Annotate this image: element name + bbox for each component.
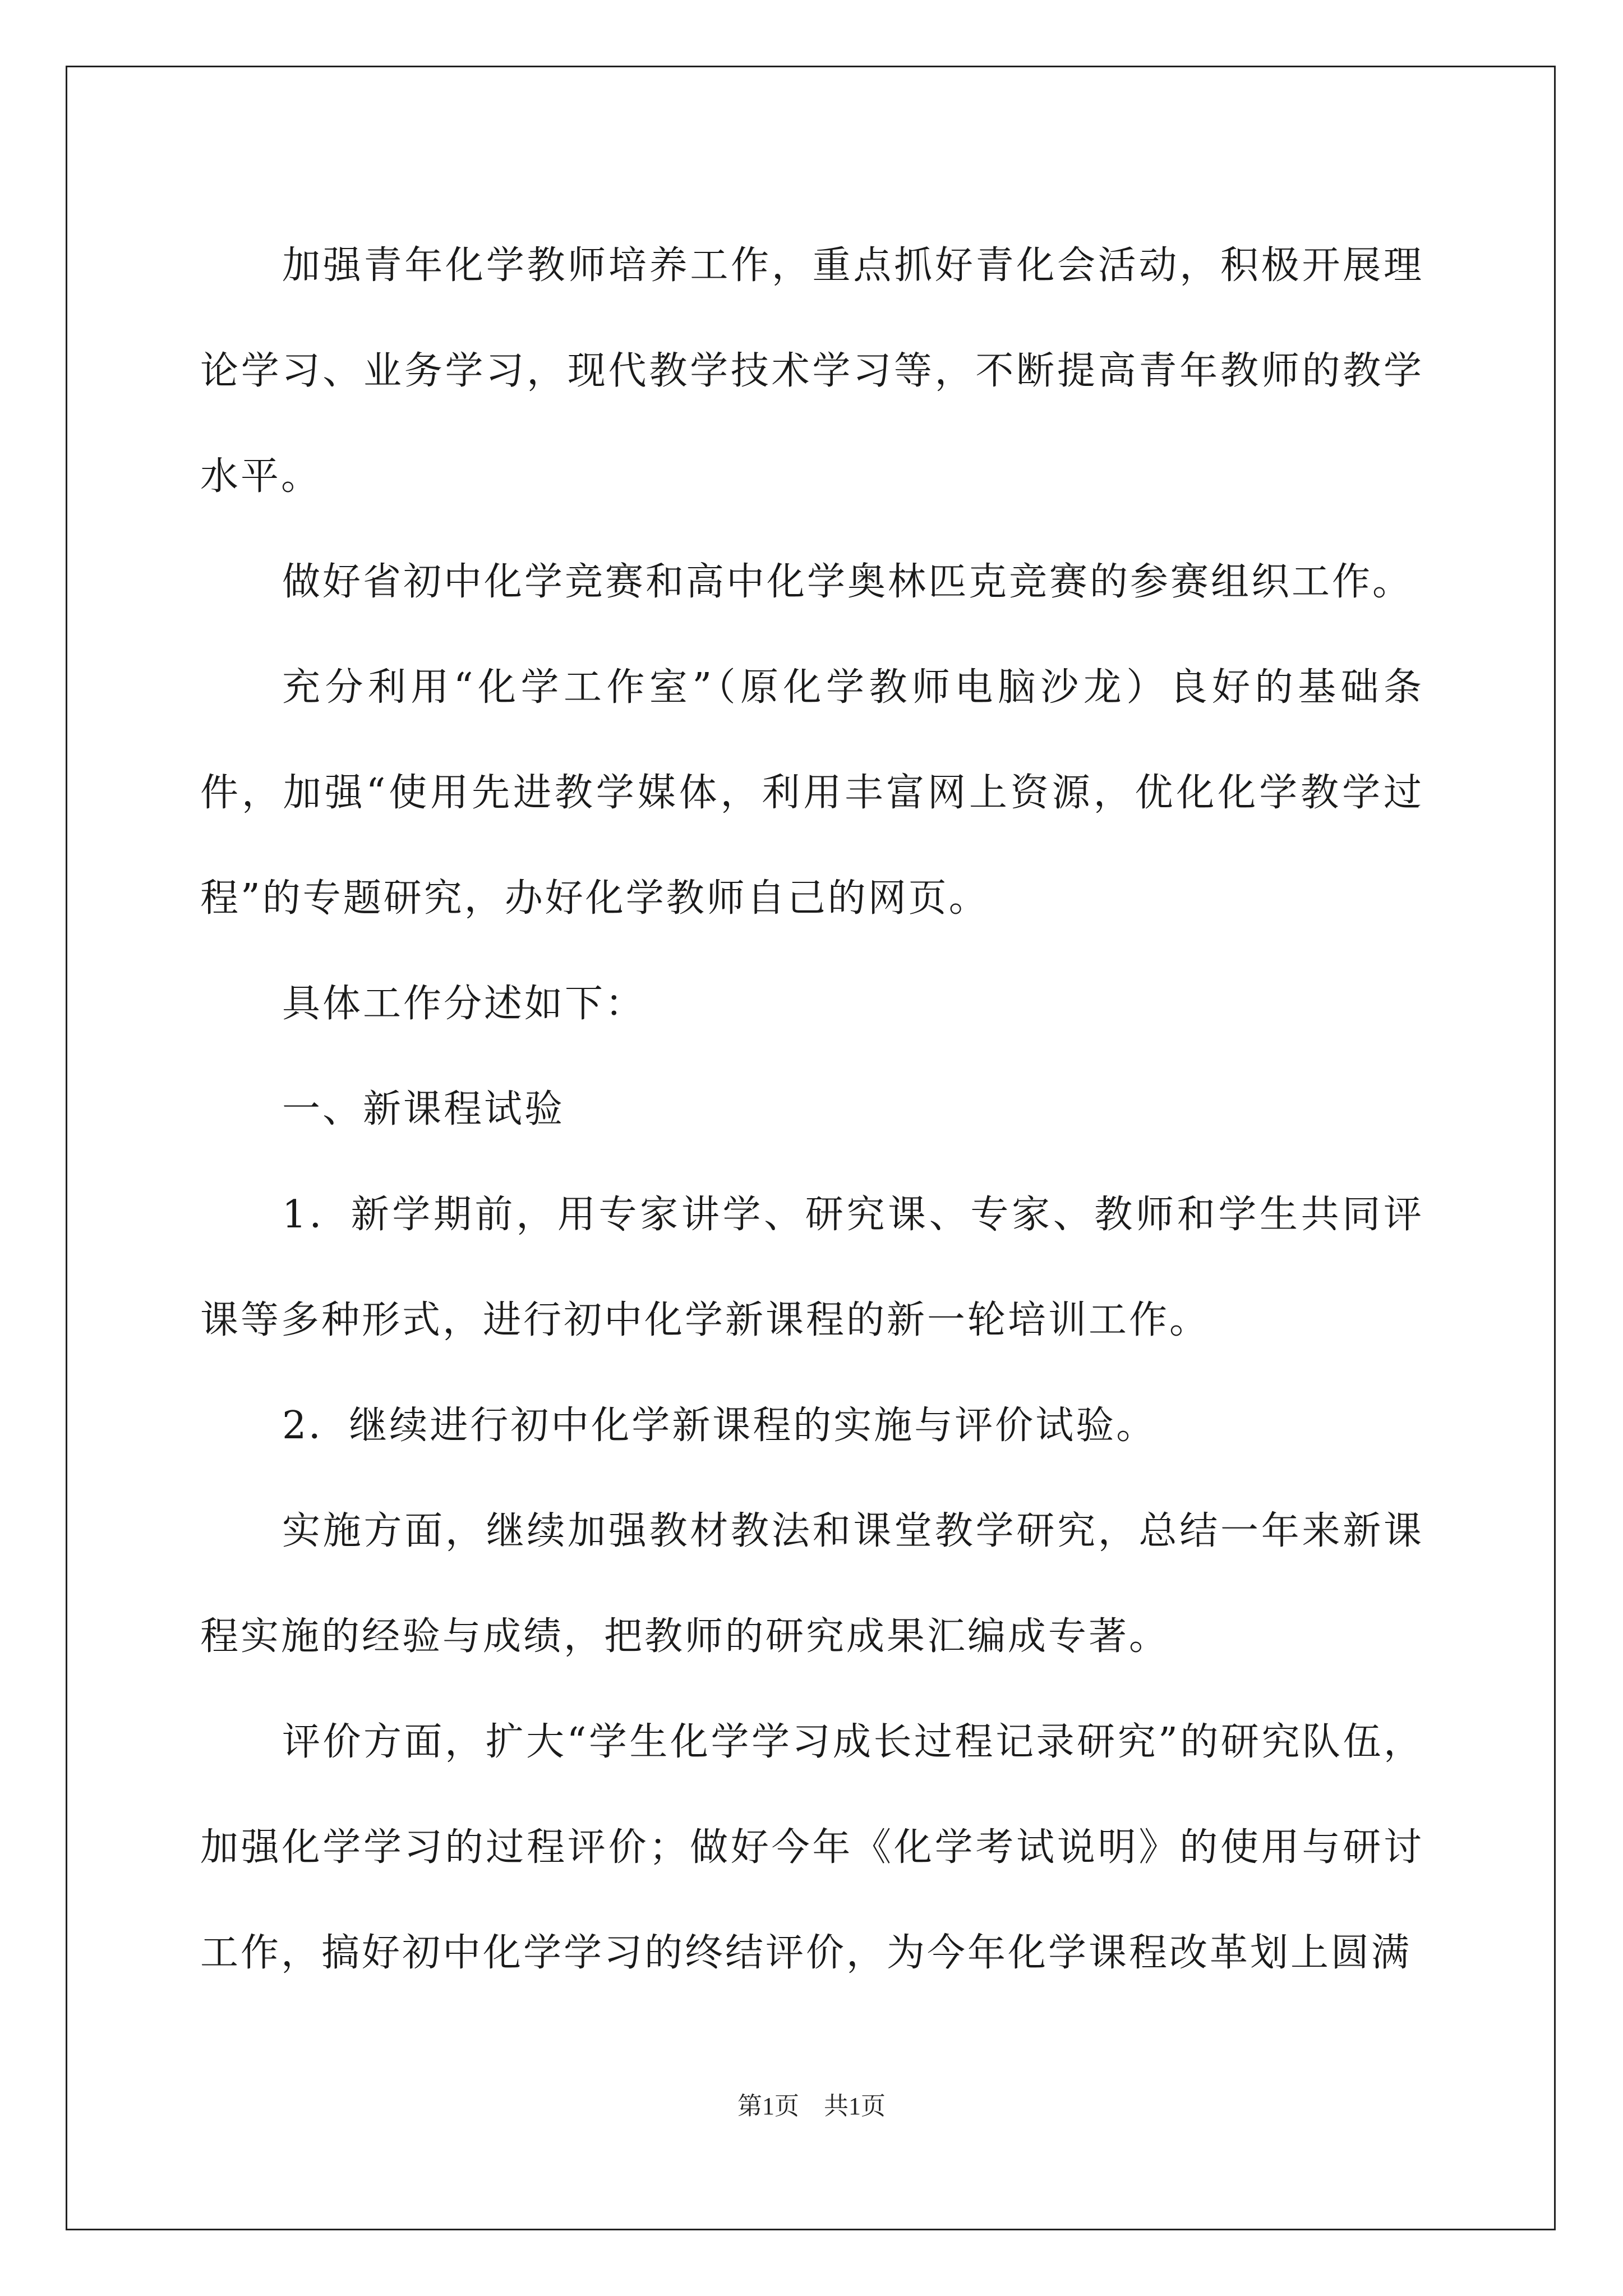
- paragraph: 2．继续进行初中化学新课程的实施与评价试验。: [282, 1404, 1157, 1448]
- paragraph: 1．新学期前，用专家讲学、研究课、专家、教师和学生共同评课等多种形式，进行初中化学新课程的新一轮培训工作。: [200, 1193, 1424, 1342]
- paragraph: 做好省初中化学竞赛和高中化学奥林匹克竞赛的参赛组织工作。: [282, 560, 1413, 604]
- paragraph: 实施方面，继续加强教材教法和课堂教学研究，总结一年来新课程实施的经验与成绩，把教师的研究成果汇编成专著。: [200, 1509, 1424, 1659]
- paragraph: 充分利用“化学工作室”（原化学教师电脑沙龙）良好的基础条件，加强“使用先进教学媒体，利用丰富网上资源，优化化学教学过程”的专题研究，办好化学教师自己的网页。: [200, 665, 1424, 921]
- paragraph: 加强青年化学教师培养工作，重点抓好青化会活动，积极开展理论学习、业务学习，现代教学技术学习等，不断提高青年教师的教学水平。: [200, 243, 1424, 499]
- page-footer: 第1页 共1页: [737, 2092, 886, 2120]
- paragraph: 具体工作分述如下：: [282, 982, 646, 1026]
- section-heading: 一、新课程试验: [282, 1087, 565, 1131]
- document-body: [200, 213, 1424, 2006]
- paragraph: 评价方面，扩大“学生化学学习成长过程记录研究”的研究队伍，加强化学学习的过程评价；做好今年《化学考试说明》的使用与研讨工作，搞好初中化学学习的终结评价，为今年化学课程改革划上圆满: [200, 1720, 1424, 1975]
